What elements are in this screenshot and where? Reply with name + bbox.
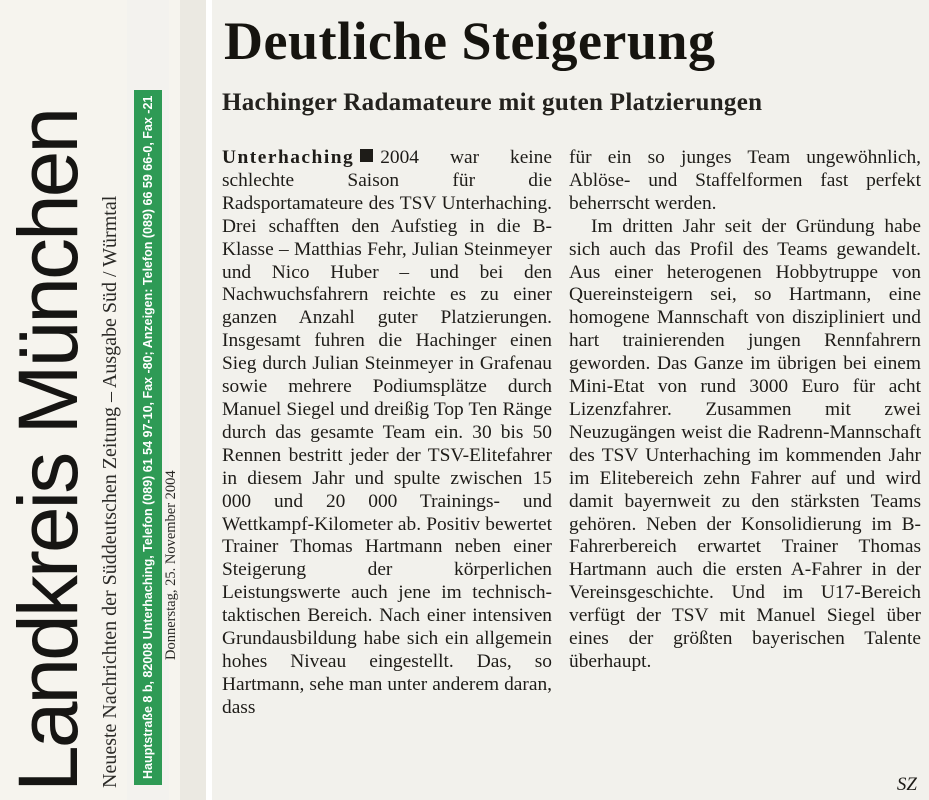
article-clipping	[212, 0, 929, 800]
masthead-date: Donnerstag, 25. November 2004	[163, 470, 179, 660]
masthead-subtitle: Neueste Nachrichten der Süddeutschen Zeitung – Ausgabe Süd / Würmtal	[99, 195, 121, 788]
article-dateline: Unterhaching	[222, 147, 355, 168]
article-column-1	[222, 147, 552, 720]
author-signoff: SZ	[896, 774, 917, 795]
lead-paragraph	[222, 147, 552, 720]
lead-text: 2004 war keine schlechte Saison für die Radsportamateure des TSV Unterhaching. Drei schafften den Aufstieg in die B-Klasse – Matthias Fehr, Julian Steinmeyer und Nico Huber – und bei den Nachwuchsfahrern reichte es zu einer ganzen Anzahl guter Platzierungen. Insgesamt fuhren die Hachinger einen Sieg durch Julian Steinmeyer in Grafenau sowie mehrere Podiumsplätze durch Manuel Siegel und dreißig Top Ten Ränge durch das gesamte Team ein. 30 bis 50 Rennen bestritt jeder der TSV-Elitefahrer in diesem Jahr und spulte zwischen 15 000 und 20 000 Trainings- und Wettkampf-Kilometer ab. Positiv bewertet Trainer Thomas Hartmann neben einer Steigerung der körperlichen Leistungswerte auch jene im technisch-taktischen Bereich. Nach einer intensiven Grundausbildung habe sich ein allgemein hohes Niveau eingestellt. Das, so Hartmann, sehe man unter anderem daran, dass	[222, 147, 552, 718]
masthead-page-edge	[180, 0, 206, 800]
article-headline: Deutliche Steigerung	[224, 11, 716, 71]
article-column-2	[569, 147, 921, 674]
body-paragraph: Im dritten Jahr seit der Gründung habe sich auch das Profil des Teams gewandelt. Aus einer heterogenen Hobbytruppe von Quereinsteigern sei, so Hartmann, eine homogene Mannschaft von diszipliniert und hart trainierenden jungen Rennfahrern geworden. Das Ganze im übrigen bei einem Mini-Etat von rund 3000 Euro für acht Lizenzfahrer. Zusammen mit zwei Neuzugängen weist die Radrenn-Mannschaft des TSV Unterhaching im kommenden Jahr im Elitebereich zehn Fahrer auf und wird damit bayernweit zu den stärksten Teams gehören. Neben der Konsolidierung im B-Fahrerbereich erwartet Trainer Thomas Hartmann auch die ersten A-Fahrer in der Vereinsgeschichte. Und im U17-Bereich verfügt der TSV mit Manuel Siegel über eines der größten bayerischen Talente überhaupt.	[569, 215, 921, 672]
masthead-contact-bar: Hauptstraße 8 b, 82008 Unterhaching, Telefon (089) 61 54 97-10, Fax -80; Anzeigen: Telefon (089) 66 59 66-0, Fax -21	[134, 90, 162, 785]
masthead-title: Landkreis München	[1, 109, 95, 792]
black-square-icon	[360, 149, 373, 162]
article-subheadline: Hachinger Radamateure mit guten Platzierungen	[222, 89, 763, 116]
continuation-paragraph: für ein so junges Team ungewöhnlich, Ablöse- und Staffelformen fast perfekt beherrscht werden.	[569, 147, 921, 214]
masthead-clipping	[0, 0, 206, 800]
